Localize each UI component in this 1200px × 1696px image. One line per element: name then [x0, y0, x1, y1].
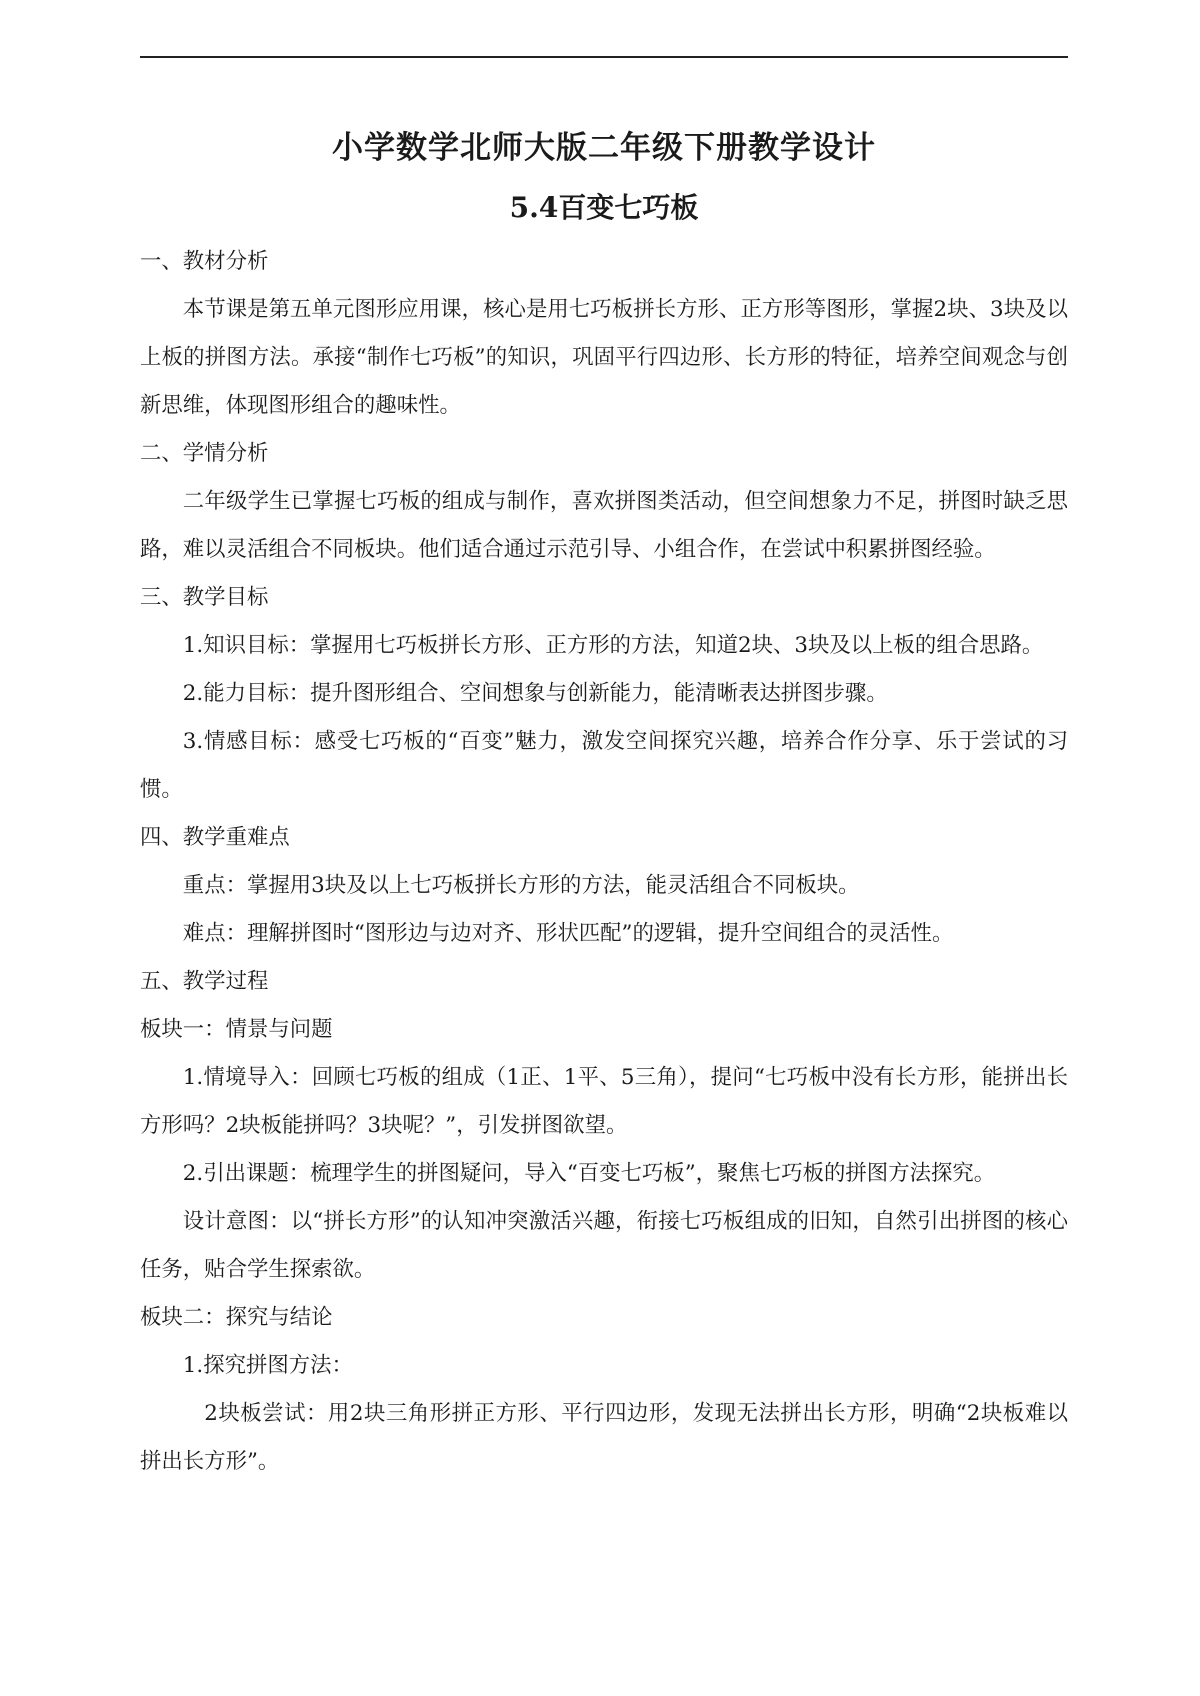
section-heading-teaching-process: 五、教学过程 — [140, 969, 269, 994]
section-heading-key-points: 四、教学重难点 — [140, 825, 290, 850]
paragraph-knowledge-goal: 1.知识目标：掌握用七巧板拼长方形、正方形的方法，知道2块、3块及以上板的组合思路。 — [182, 633, 1044, 658]
section-heading-block-two: 板块二：探究与结论 — [140, 1305, 333, 1330]
lesson-title: 5.4百变七巧板 — [509, 191, 699, 224]
paragraph-ability-goal: 2.能力目标：提升图形组合、空间想象与创新能力，能清晰表达拼图步骤。 — [182, 681, 888, 706]
paragraph-topic-intro: 2.引出课题：梳理学生的拼图疑问，导入“百变七巧板”，聚焦七巧板的拼图方法探究。 — [182, 1161, 996, 1186]
section-heading-textbook-analysis: 一、教材分析 — [140, 249, 269, 274]
paragraph-textbook-analysis: 本节课是第五单元图形应用课，核心是用七巧板拼长方形、正方形等图形，掌握2块、3块及以上板的拼图方法。承接“制作七巧板”的知识，巩固平行四边形、长方形的特征，培养空间观念与创新思维，体现图形组合的趣味性。 — [140, 297, 1068, 418]
paragraph-key-point: 重点：掌握用3块及以上七巧板拼长方形的方法，能灵活组合不同板块。 — [182, 873, 860, 898]
section-heading-block-one: 板块一：情景与问题 — [140, 1017, 333, 1042]
paragraph-difficult-point: 难点：理解拼图时“图形边与边对齐、形状匹配”的逻辑，提升空间组合的灵活性。 — [182, 921, 954, 946]
paragraph-situation-intro: 1.情境导入：回顾七巧板的组成（1正、1平、5三角），提问“七巧板中没有长方形，能拼出长方形吗？2块板能拼吗？3块呢？”，引发拼图欲望。 — [140, 1065, 1068, 1138]
header-rule — [140, 56, 1068, 58]
document-body — [140, 118, 1068, 1486]
paragraph-emotion-goal: 3.情感目标：感受七巧板的“百变”魅力，激发空间探究兴趣，培养合作分享、乐于尝试的习惯。 — [140, 729, 1068, 802]
paragraph-two-piece-trial: 2块板尝试：用2块三角形拼正方形、平行四边形，发现无法拼出长方形，明确“2块板难以拼出长方形”。 — [140, 1401, 1068, 1474]
document-page — [140, 0, 1068, 1696]
paragraph-design-intent: 设计意图：以“拼长方形”的认知冲突激活兴趣，衔接七巧板组成的旧知，自然引出拼图的核心任务，贴合学生探索欲。 — [140, 1209, 1068, 1282]
document-title: 小学数学北师大版二年级下册教学设计 — [332, 130, 876, 166]
section-heading-student-analysis: 二、学情分析 — [140, 441, 269, 466]
paragraph-explore-method: 1.探究拼图方法： — [182, 1353, 353, 1378]
section-heading-teaching-goals: 三、教学目标 — [140, 585, 269, 610]
paragraph-student-analysis: 二年级学生已掌握七巧板的组成与制作，喜欢拼图类活动，但空间想象力不足，拼图时缺乏思路，难以灵活组合不同板块。他们适合通过示范引导、小组合作，在尝试中积累拼图经验。 — [140, 489, 1068, 562]
